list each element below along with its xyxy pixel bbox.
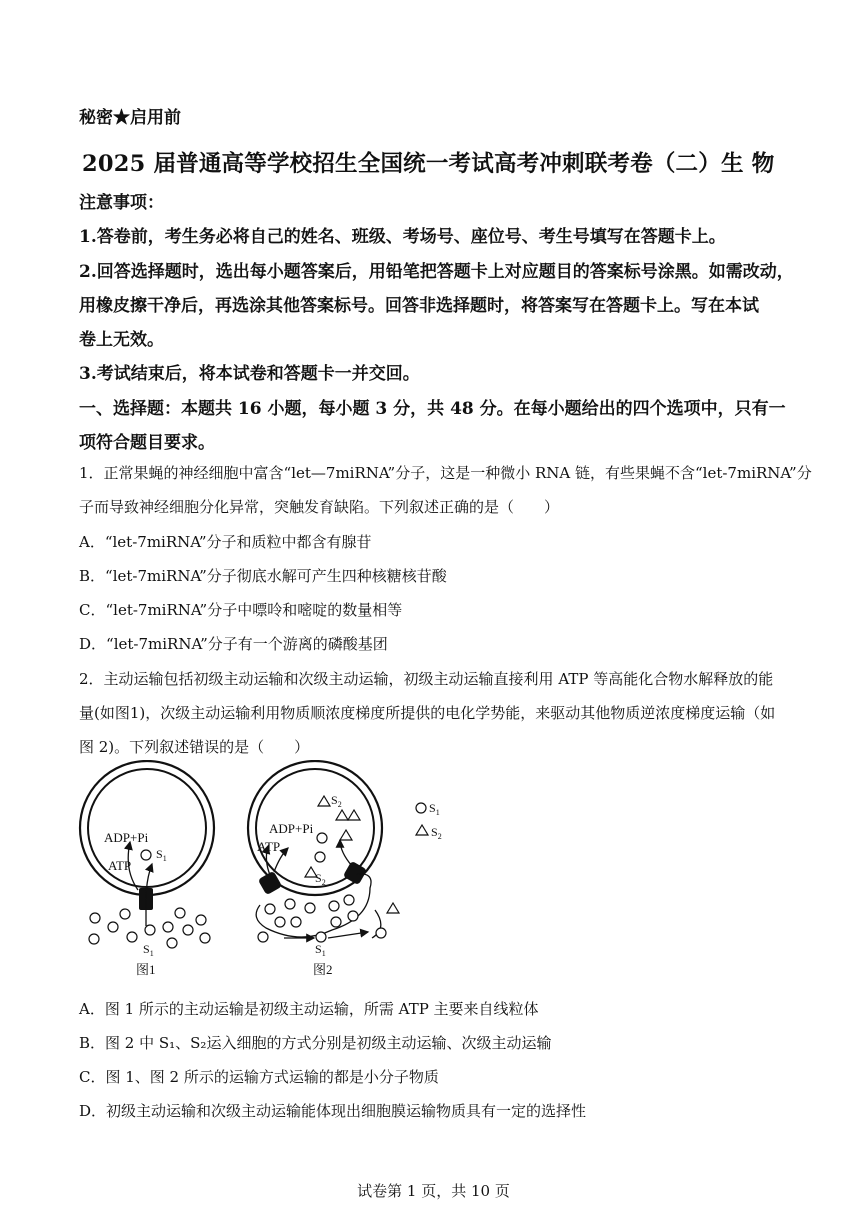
legend-s2-label: $S_2$ xyxy=(431,825,442,841)
fig1-caption: 图1 xyxy=(136,962,156,977)
fig1-adp-label: ADP+Pi xyxy=(104,830,149,845)
fig1-s1-label: $S_1$ xyxy=(156,847,167,863)
note-line-2: 2.回答选择题时，选出每小题答案后，用铅笔把答题卡上对应题目的答案标号涂黑。如需改动， xyxy=(79,262,794,282)
exam-title: 2025 届普通高等学校招生全国统一考试高考冲刺联考卷（二）生 物 xyxy=(82,151,775,177)
note-line-3: 用橡皮擦干净后，再选涂其他答案标号。回答非选择题时，将答案写在答题卡上。写在本试 xyxy=(79,296,759,316)
q2-option-d: D．初级主动运输和次级主动运输能体现出细胞膜运输物质具有一定的选择性 xyxy=(79,1102,587,1120)
note-line-5: 3.考试结束后，将本试卷和答题卡一并交回。 xyxy=(79,364,420,384)
fig2-caption: 图2 xyxy=(313,962,333,977)
fig2-adp-label: ADP+Pi xyxy=(269,821,314,836)
secret-label: 秘密★启用前 xyxy=(79,108,181,128)
fig1-membrane-outer xyxy=(80,761,214,895)
fig2-s2-mid-label: $S_2$ xyxy=(315,871,326,887)
figure-legend xyxy=(416,801,442,841)
q2-option-b: B．图 2 中 S₁、S₂运入细胞的方式分别是初级主动运输、次级主动运输 xyxy=(79,1034,552,1052)
fig1-s1-molecule-outside xyxy=(145,925,155,935)
q2-option-c: C．图 1、图 2 所示的运输方式运输的都是小分子物质 xyxy=(79,1068,439,1086)
fig1-s1-bottom-label: $S_1$ xyxy=(143,942,154,958)
legend-s1-symbol xyxy=(416,803,426,813)
transport-figure xyxy=(70,760,470,985)
fig1-s1-molecule-inside xyxy=(141,850,151,860)
page-footer: 试卷第 1 页，共 10 页 xyxy=(357,1182,510,1200)
q2-stem-line-1: 2．主动运输包括初级主动运输和次级主动运输，初级主动运输直接利用 ATP 等高能化合物水解释放的能 xyxy=(79,670,774,688)
figure-2 xyxy=(248,761,399,977)
q2-stem-line-2: 量(如图1)，次级主动运输利用物质顺浓度梯度所提供的电化学势能，来驱动其他物质逆浓度梯度运输（如 xyxy=(79,704,776,722)
note-line-4: 卷上无效。 xyxy=(79,330,164,350)
section-heading-line-1: 一、选择题：本题共 16 小题，每小题 3 分，共 48 分。在每小题给出的四个选项中，只有一 xyxy=(79,399,786,419)
figure-1 xyxy=(80,761,214,977)
fig2-cotransporter-right xyxy=(343,861,368,886)
q1-option-a: A．“let-7miRNA”分子和质粒中都含有腺苷 xyxy=(79,533,372,551)
legend-s1-label: $S_1$ xyxy=(429,801,440,817)
q1-stem-line-1: 1．正常果蝇的神经细胞中富含“let—7miRNA”分子，这是一种微小 RNA 链，有些果蝇不含“let-7miRNA”分 xyxy=(79,464,812,482)
q1-option-c: C．“let-7miRNA”分子中嘌呤和嘧啶的数量相等 xyxy=(79,601,403,619)
fig1-atp-label: ATP xyxy=(108,858,132,873)
q1-stem-line-2: 子而导致神经细胞分化异常，突触发育缺陷。下列叙述正确的是（ ） xyxy=(79,498,560,516)
note-line-1: 1.答卷前，考生务必将自己的姓名、班级、考场号、座位号、考生号填写在答题卡上。 xyxy=(79,227,726,247)
q2-option-a: A．图 1 所示的主动运输是初级主动运输，所需 ATP 主要来自线粒体 xyxy=(79,1000,539,1018)
section-heading-line-2: 项符合题目要求。 xyxy=(79,433,215,453)
fig2-s2-top-label: $S_2$ xyxy=(331,793,342,809)
fig1-membrane-inner xyxy=(88,769,206,887)
fig2-atp-label: ATP xyxy=(257,839,281,854)
fig2-s2-uptake-arrow xyxy=(340,840,352,866)
notes-heading: 注意事项： xyxy=(79,193,164,213)
q1-option-d: D．“let-7miRNA”分子有一个游离的磷酸基团 xyxy=(79,635,388,653)
fig2-s1-label: $S_1$ xyxy=(315,942,326,958)
legend-s2-symbol xyxy=(416,825,428,835)
q1-option-b: B．“let-7miRNA”分子彻底水解可产生四种核糖核苷酸 xyxy=(79,567,447,585)
q2-stem-line-3: 图 2)。下列叙述错误的是（ ） xyxy=(79,738,310,756)
